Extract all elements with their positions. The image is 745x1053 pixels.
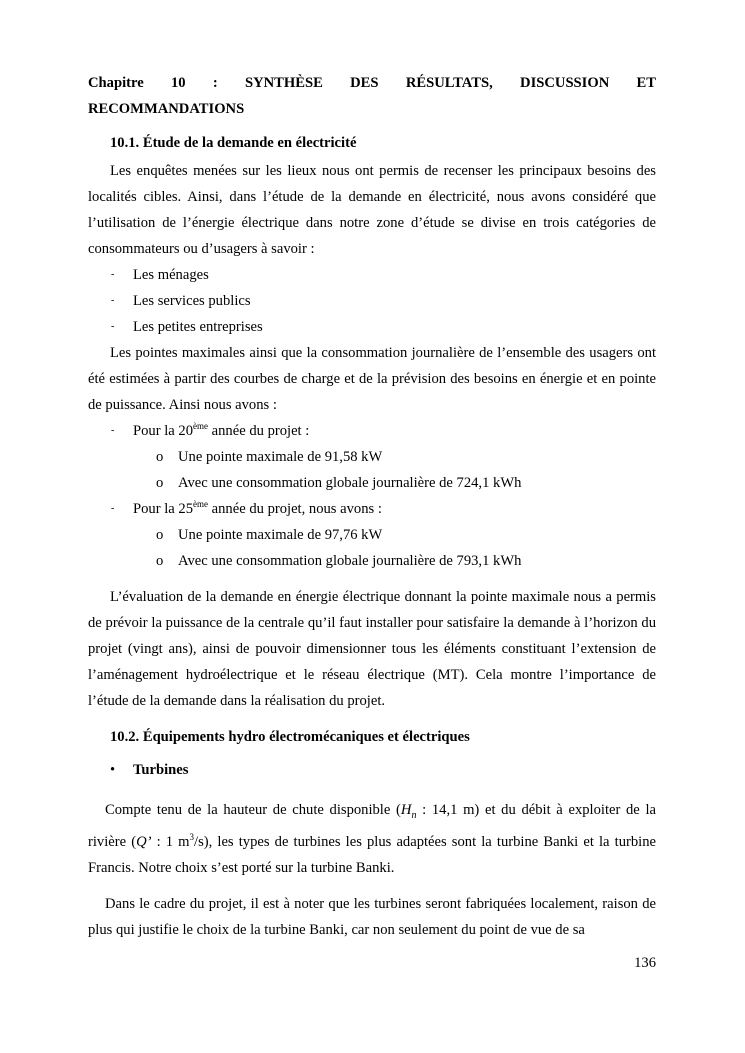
list-item: o Avec une consommation globale journalière de 724,1 kWh [88,470,656,496]
dash-marker: - [111,503,115,514]
circle-marker: o [156,527,164,543]
list-item: o Une pointe maximale de 91,58 kW [88,444,656,470]
page-content [88,70,656,943]
dash-marker: - [111,295,115,306]
chapter-title-line1: Chapitre 10 : SYNTHÈSE DES RÉSULTATS, DISCUSSION ET [88,75,656,91]
bullet-icon: • [110,762,116,778]
list-item: o Une pointe maximale de 97,76 kW [88,522,656,548]
circle-marker: o [156,553,164,569]
circle-marker: o [156,449,164,465]
list-item: - Les services publics [88,288,656,314]
dash-marker: - [111,321,115,332]
dash-marker: - [111,425,115,436]
dash-marker: - [111,269,115,280]
peaks-paragraph: Les pointes maximales ainsi que la consommation journalière de l’ensemble des usagers ont été estimées à partir des courbes de charge et de la prévision des besoins en énergie et en pointe de puissance. Ainsi nous avons : [88,345,656,413]
list-item: o Avec une consommation globale journalière de 793,1 kWh [88,548,656,574]
year25-item: - Pour la 25ème année du projet, nous avons : [88,496,656,522]
page-number: 136 [634,955,656,971]
conclusion-paragraph: L’évaluation de la demande en énergie électrique donnant la pointe maximale nous a permis de prévoir la puissance de la centrale qu’il faut installer pour satisfaire la demande à l’horizon du projet (vingt ans), ainsi de pouvoir dimensionner tous les éléments constituant l’extension de l’aménagement hydroélectrique et le réseau électrique (MT). Cela montre l’importance de l’étude de la demande dans la réalisation du projet. [88,589,656,709]
chapter-title-line2: RECOMMANDATIONS [88,101,245,117]
year20-item: - Pour la 20ème année du projet : [88,418,656,444]
list-item: - Les petites entreprises [88,314,656,340]
turbines-paragraph: Compte tenu de la hauteur de chute disponible ($H_n$ : 14,1 m) et du débit à exploiter de la rivière (Q’ : 1 $m^3/s$), les types de turbines les plus adaptées sont la turbine Banki et la turbine Francis. Notre choix s’est porté sur la turbine Banki. [88,802,656,876]
section-title-10-1: 10.1. Étude de la demande en électricité [110,135,357,151]
local-fabrication-paragraph: Dans le cadre du projet, il est à noter que les turbines seront fabriquées localement, raison de plus qui justifie le choix de la turbine Banki, car non seulement du point de vue de sa [88,895,656,938]
section-title-10-2: 10.2. Équipements hydro électromécaniques et électriques [110,729,470,745]
intro-paragraph: Les enquêtes menées sur les lieux nous ont permis de recenser les principaux besoins des localités cibles. Ainsi, dans l’étude de la demande en électricité, nous avons considéré que l’utilisation de l’énergie électrique dans notre zone d’étude se divise en trois catégories de consommateurs ou d’usagers à savoir : [88,163,656,257]
circle-marker: o [156,475,164,491]
bullet-turbines: • Turbines [110,762,189,778]
list-item: - Les ménages [88,262,656,288]
